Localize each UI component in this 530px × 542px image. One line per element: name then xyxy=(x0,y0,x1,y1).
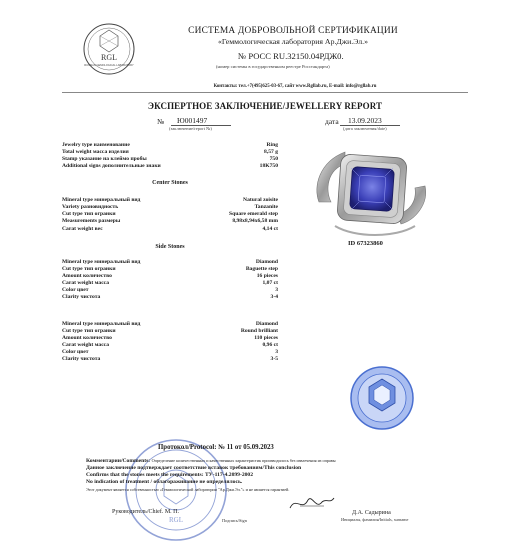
conclusion-line-1: Данное заключение подтверждает соответствие вставок требованиям/This conclusion xyxy=(86,465,302,471)
logo-ring-text: RUSSIAN GEMOLOGICAL LABORATORY xyxy=(84,64,134,67)
comments-label: Комментарии/Comments: xyxy=(86,458,151,464)
row-value: 8,98x8,94x6,58 mm xyxy=(232,218,278,224)
report-title: ЭКСПЕРТНОЕ ЗАКЛЮЧЕНИЕ/JEWELLERY REPORT xyxy=(147,101,383,111)
system-title: СИСТЕМА ДОБРОВОЛЬНОЙ СЕРТИФИКАЦИИ xyxy=(188,26,398,36)
date-label: дата xyxy=(325,117,339,126)
row-label: Color цвет xyxy=(62,349,89,355)
row-label: Carat weight масса xyxy=(62,342,110,348)
signer-caption: Инициалы, фамилия/Initials, surname xyxy=(341,517,409,522)
row-value: Natural zoisite xyxy=(243,197,278,203)
chief-label: Руководитель/Chief. М. П. xyxy=(112,509,180,515)
contacts: Контакты: тел.+7(495)625-03-67, сайт www.Rgllab.ru, E-mail: info@rgllab.ru xyxy=(213,84,377,89)
side-row xyxy=(62,273,278,279)
header-divider xyxy=(62,92,468,93)
row-value: 110 pieces xyxy=(254,335,278,341)
row-label: Clarity чистота xyxy=(62,356,101,362)
ownership-note: Этот документ является собственностью «Геммологической лаборатории "Ар.Джи.Эл."» и не является гарантией. xyxy=(86,487,290,492)
sign-caption: Подпись/Sign xyxy=(222,518,247,523)
ring-photo xyxy=(305,142,435,242)
row-value: Round brilliant xyxy=(240,328,278,334)
row-label: Jewelry type наименование xyxy=(62,142,130,148)
side-row xyxy=(62,294,278,300)
row-value: 3-4 xyxy=(270,294,278,300)
report-number: Ю001497 xyxy=(177,116,208,125)
general-row xyxy=(62,156,278,162)
row-value: 4,14 ct xyxy=(262,226,278,232)
row-value: 3 xyxy=(275,349,278,355)
row-label: Color цвет xyxy=(62,287,89,293)
logo-text: RGL xyxy=(101,53,117,62)
row-value: Ring xyxy=(266,142,278,148)
side-row xyxy=(62,287,278,293)
center-row xyxy=(62,218,278,224)
hologram-seal xyxy=(349,365,415,431)
registry-note: (номер системы в государственном реестре Росстандарта) xyxy=(216,64,330,69)
row-value: 1,07 ct xyxy=(262,280,278,286)
side-row xyxy=(62,259,278,265)
row-value: 8,57 g xyxy=(264,149,278,155)
row-label: Cut type тип огранки xyxy=(62,328,116,334)
side-row xyxy=(62,266,278,272)
general-row xyxy=(62,163,278,169)
row-label: Additional signs дополнительные знаки xyxy=(62,163,161,169)
comments-line xyxy=(86,458,336,464)
protocol: Протокол/Protocol: № 11 от 05.09.2023 xyxy=(158,444,274,451)
row-label: Carat weight вес xyxy=(62,226,103,232)
row-label: Mineral type минеральный вид xyxy=(62,321,141,327)
row-label: Cut type тип огранки xyxy=(62,211,116,217)
item-id: ID 67323860 xyxy=(348,240,383,247)
row-label: Carat weight масса xyxy=(62,280,110,286)
row-label: Variety разновидность xyxy=(62,204,119,210)
row-value: 3 xyxy=(275,287,278,293)
general-row xyxy=(62,142,278,148)
stamp-text: RGL xyxy=(169,516,183,524)
signature xyxy=(286,492,336,514)
row-value: 3-5 xyxy=(270,356,278,362)
comments-text: Определение количественных и качественных характеристик производилось без извлечения из оправы xyxy=(151,458,336,463)
registry-number: № РОСС RU.32150.04РДЖ0. xyxy=(238,51,344,61)
row-value: Tanzanite xyxy=(254,204,278,210)
side2-row xyxy=(62,328,278,334)
side-stones-heading: Side Stones xyxy=(155,244,185,250)
conclusion-line-3: No indication of treatment / облагораживание не определялось. xyxy=(86,479,243,485)
row-label: Total weight масса изделия xyxy=(62,149,129,155)
signer-name: Д.А. Садырина xyxy=(352,510,391,516)
lab-name: «Геммологическая лаборатория Ар.Джи.Эл.» xyxy=(217,37,369,46)
row-value: 750 xyxy=(269,156,278,162)
date-caption: (дата заключения/date) xyxy=(343,126,387,131)
side2-row xyxy=(62,342,278,348)
row-label: Measurements размеры xyxy=(62,218,121,224)
row-label: Stamp указание на клеймо пробы xyxy=(62,156,147,162)
general-row xyxy=(62,149,278,155)
row-value: Diamond xyxy=(255,259,278,265)
rgl-logo xyxy=(82,22,136,76)
row-label: Mineral type минеральный вид xyxy=(62,259,141,265)
center-stones-heading: Center Stones xyxy=(152,180,188,186)
side2-row xyxy=(62,335,278,341)
row-label: Cut type тип огранки xyxy=(62,266,116,272)
row-value: 0,96 ct xyxy=(262,342,278,348)
row-value: 18K750 xyxy=(259,163,278,169)
row-value: Baguette step xyxy=(245,266,278,272)
row-value: Diamond xyxy=(255,321,278,327)
side2-row xyxy=(62,321,278,327)
side2-row xyxy=(62,349,278,355)
row-label: Mineral type минеральный вид xyxy=(62,197,141,203)
row-value: Square emerald step xyxy=(229,211,278,217)
number-label: № xyxy=(157,117,165,126)
number-caption: (заключение/report №) xyxy=(169,126,212,131)
row-value: 16 pieces xyxy=(256,273,278,279)
report-date: 13.09.2023 xyxy=(348,116,382,125)
center-row xyxy=(62,211,278,217)
row-label: Amount количество xyxy=(62,273,112,279)
center-row xyxy=(62,204,278,210)
center-row xyxy=(62,226,278,232)
conclusion-line-2: Confirms that the stones meets the requirements: ТУ-117-4.2099-2002 xyxy=(86,472,254,478)
side2-row xyxy=(62,356,278,362)
center-row xyxy=(62,197,278,203)
row-label: Amount количество xyxy=(62,335,112,341)
row-label: Clarity чистота xyxy=(62,294,101,300)
side-row xyxy=(62,280,278,286)
